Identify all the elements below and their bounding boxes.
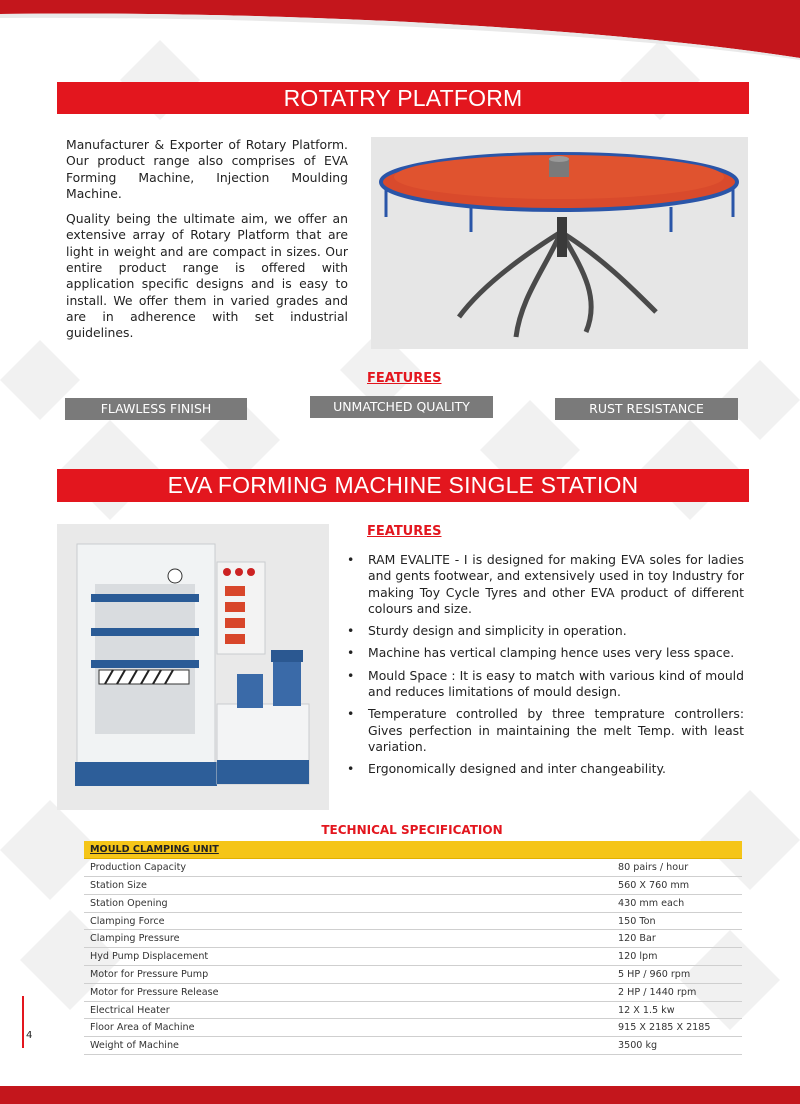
table-row xyxy=(84,912,742,930)
spec-value: 150 Ton xyxy=(614,912,742,930)
spec-group-row xyxy=(84,841,742,859)
spec-value: 5 HP / 960 rpm xyxy=(614,966,742,984)
spec-label: Production Capacity xyxy=(84,859,614,877)
table-row xyxy=(84,894,742,912)
spec-value: 430 mm each xyxy=(614,894,742,912)
eva-machine-title: EVA FORMING MACHINE SINGLE STATION xyxy=(167,472,639,498)
table-row xyxy=(84,966,742,984)
spec-label: Electrical Heater xyxy=(84,1001,614,1019)
top-swoosh xyxy=(0,0,800,60)
spec-label: Hyd Pump Displacement xyxy=(84,948,614,966)
eva-machine-photo xyxy=(57,524,329,810)
spec-label: Station Opening xyxy=(84,894,614,912)
spec-value: 120 lpm xyxy=(614,948,742,966)
rotary-platform-description xyxy=(66,137,348,351)
table-row xyxy=(84,1037,742,1055)
spec-label: Floor Area of Machine xyxy=(84,1019,614,1037)
section2-features-heading: FEATURES xyxy=(367,524,442,539)
spec-label: Clamping Force xyxy=(84,912,614,930)
rotary-platform-title: ROTATRY PLATFORM xyxy=(283,85,523,111)
feature-unmatched-quality: UNMATCHED QUALITY xyxy=(310,396,493,418)
table-row xyxy=(84,877,742,895)
spec-table xyxy=(84,841,742,1055)
list-item: • Sturdy design and simplicity in operation. xyxy=(344,623,744,639)
table-row xyxy=(84,983,742,1001)
eva-machine-banner xyxy=(57,469,749,502)
table-row xyxy=(84,930,742,948)
table-row xyxy=(84,1019,742,1037)
spec-value: 915 X 2185 X 2185 xyxy=(614,1019,742,1037)
page-number-rule xyxy=(22,996,24,1048)
spec-value: 120 Bar xyxy=(614,930,742,948)
spec-value: 2 HP / 1440 rpm xyxy=(614,983,742,1001)
spec-label: Clamping Pressure xyxy=(84,930,614,948)
eva-features-list xyxy=(344,552,744,784)
rotary-platform-photo xyxy=(371,137,748,349)
list-item: • Ergonomically designed and inter changeability. xyxy=(344,761,744,777)
bottom-bar xyxy=(0,1086,800,1104)
spec-value: 80 pairs / hour xyxy=(614,859,742,877)
intro-paragraph-1: Manufacturer & Exporter of Rotary Platform. Our product range also comprises of EVA Forming Machine, Injection Moulding Machine. xyxy=(66,137,348,201)
list-item: • Mould Space : It is easy to match with various kind of mould and reduces limitations of mould design. xyxy=(344,668,744,701)
table-row xyxy=(84,859,742,877)
spec-label: Weight of Machine xyxy=(84,1037,614,1055)
feature-rust-resistance: RUST RESISTANCE xyxy=(555,398,738,420)
spec-label: Motor for Pressure Release xyxy=(84,983,614,1001)
intro-paragraph-2: Quality being the ultimate aim, we offer an extensive array of Rotary Platform that are light in weight and are compact in sizes. Our entire product range is offered with application specific designs and is easy to install. We offer them in varied grades and are in adherence with set industrial guidelines. xyxy=(66,211,348,341)
feature-flawless-finish: FLAWLESS FINISH xyxy=(65,398,247,420)
list-item: • RAM EVALITE - I is designed for making EVA soles for ladies and gents footwear, and extensively used in toy Industry for making Toy Cycle Tyres and other EVA product of different colours and size. xyxy=(344,552,744,617)
spec-value: 560 X 760 mm xyxy=(614,877,742,895)
section1-features-heading: FEATURES xyxy=(367,371,442,386)
table-row xyxy=(84,1001,742,1019)
table-row xyxy=(84,948,742,966)
spec-value: 12 X 1.5 kw xyxy=(614,1001,742,1019)
technical-specification-heading: TECHNICAL SPECIFICATION xyxy=(321,823,503,837)
spec-label: Station Size xyxy=(84,877,614,895)
spec-group-label: MOULD CLAMPING UNIT xyxy=(84,841,742,859)
rotary-platform-banner xyxy=(57,82,749,114)
spec-label: Motor for Pressure Pump xyxy=(84,966,614,984)
spec-value: 3500 kg xyxy=(614,1037,742,1055)
list-item: • Machine has vertical clamping hence uses very less space. xyxy=(344,645,744,661)
list-item: • Temperature controlled by three temprature controllers: Gives perfection in maintaining the melt Temp. with least variation. xyxy=(344,706,744,755)
page-number: 4 xyxy=(26,1030,33,1041)
